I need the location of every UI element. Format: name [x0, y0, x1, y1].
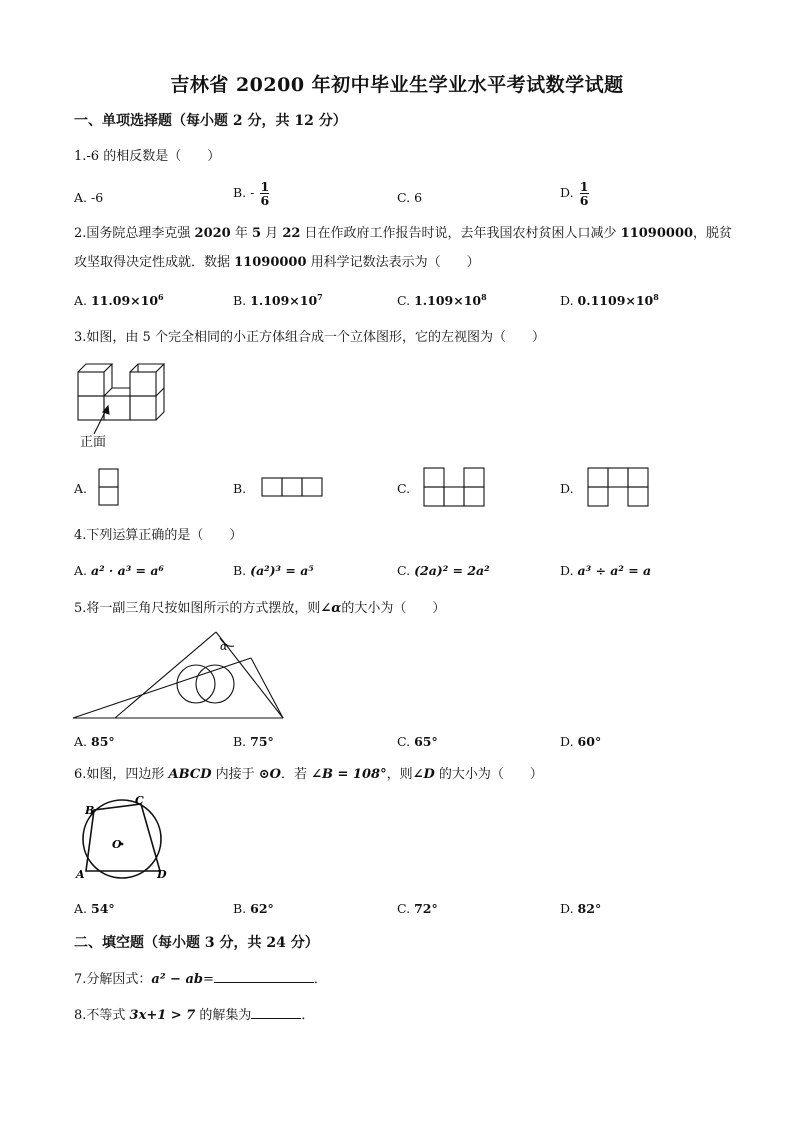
- point-d-label: D: [157, 868, 167, 881]
- triangle-rulers-figure: [70, 626, 290, 722]
- q6-option-b[interactable]: B. 62°: [233, 901, 274, 916]
- q2-option-c[interactable]: C. $1.109\times 10^8$: [397, 292, 487, 309]
- q4-option-d[interactable]: D. a³ ÷ a² = a: [560, 563, 652, 578]
- q3-option-b-shape: [261, 477, 325, 499]
- question-5-stem: 5.将一副三角尺按如图所示的方式摆放，则∠α的大小为（ ）: [74, 601, 446, 616]
- q3-option-a[interactable]: A.: [74, 481, 88, 496]
- section-heading-choice: 一、单项选择题（每小题 2 分，共 12 分）: [74, 113, 347, 129]
- q4-option-c[interactable]: C. (2a)² = 2a²: [397, 563, 490, 578]
- answer-blank[interactable]: [214, 968, 314, 983]
- page-title: 吉林省 20200 年初中毕业生学业水平考试数学试题: [170, 74, 624, 96]
- q4-option-a[interactable]: A. a² · a³ = a⁶: [74, 563, 164, 578]
- q3-option-b[interactable]: B.: [233, 481, 247, 496]
- fraction: [260, 180, 269, 207]
- front-label: 正面: [80, 435, 107, 450]
- q5-option-c[interactable]: C. 65°: [397, 734, 438, 749]
- fraction: [580, 180, 589, 207]
- inscribed-quadrilateral-figure: [74, 792, 174, 884]
- q2-option-d[interactable]: D. $0.1109\times 10^8$: [560, 292, 659, 309]
- option-label: D.: [560, 185, 574, 200]
- option-label: A.: [74, 190, 88, 205]
- point-b-label: B: [85, 804, 95, 817]
- q3-option-d[interactable]: D.: [560, 481, 574, 496]
- section-heading-fill: 二、填空题（每小题 3 分，共 24 分）: [74, 935, 319, 951]
- q1-option-c[interactable]: [397, 190, 422, 205]
- question-7-stem: 7.分解因式：a² − ab= ．: [74, 968, 327, 990]
- question-4-stem: 4.下列运算正确的是（ ）: [74, 528, 243, 543]
- option-label: C.: [397, 190, 411, 205]
- question-8-stem: 8.不等式 3x+1 > 7 的解集为 ．: [74, 1004, 314, 1026]
- question-3-stem: 3.如图，由 5 个完全相同的小正方体组合成一个立体图形，它的左视图为（ ）: [74, 330, 545, 345]
- negative-sign: -: [250, 185, 255, 200]
- q3-option-c[interactable]: C.: [397, 481, 411, 496]
- q3-option-a-shape: [98, 468, 120, 508]
- q5-option-a[interactable]: A. 85°: [74, 734, 115, 749]
- option-value: 6: [414, 190, 423, 205]
- q3-option-c-shape: [423, 467, 487, 509]
- q6-option-a[interactable]: A. 54°: [74, 901, 115, 916]
- q3-option-d-shape: [587, 467, 651, 509]
- q5-option-d[interactable]: D. 60°: [560, 734, 602, 749]
- fraction-numerator: 1: [260, 179, 270, 194]
- q5-option-b[interactable]: B. 75°: [233, 734, 274, 749]
- q1-option-a[interactable]: [74, 190, 103, 205]
- point-o-label: O: [112, 838, 122, 851]
- q6-option-c[interactable]: C. 72°: [397, 901, 438, 916]
- fraction-denominator: 6: [579, 193, 589, 208]
- fraction-numerator: 1: [579, 179, 589, 194]
- q1-option-b[interactable]: [233, 180, 269, 207]
- q4-option-b[interactable]: B. (a²)³ = a⁵: [233, 563, 314, 578]
- option-value: -6: [91, 190, 104, 205]
- q6-option-d[interactable]: D. 82°: [560, 901, 602, 916]
- question-1-stem: 1.-6 的相反数是（ ）: [74, 149, 221, 164]
- alpha-label: α: [220, 640, 228, 653]
- option-label: B.: [233, 185, 247, 200]
- q2-option-b[interactable]: B. $1.109\times 10^7$: [233, 292, 323, 309]
- fraction-denominator: 6: [260, 193, 270, 208]
- point-c-label: C: [135, 794, 144, 807]
- q1-option-d[interactable]: [560, 180, 589, 207]
- question-2-stem: 2.国务院总理李克强 2020 年 5 月 22 日在作政府工作报告时说，去年我国农村贫困人口减少 11090000，脱贫攻坚取得决定性成就．数据 11090000 用科学记数法表示为（ ）: [74, 226, 733, 270]
- q2-option-a[interactable]: A. $11.09\times 10^6$: [74, 292, 164, 309]
- question-6-stem: 6.如图，四边形 ABCD 内接于 ⊙O．若 ∠B = 108°，则∠D 的大小为（ ）: [74, 767, 543, 782]
- point-a-label: A: [76, 868, 85, 881]
- answer-blank[interactable]: [251, 1004, 301, 1019]
